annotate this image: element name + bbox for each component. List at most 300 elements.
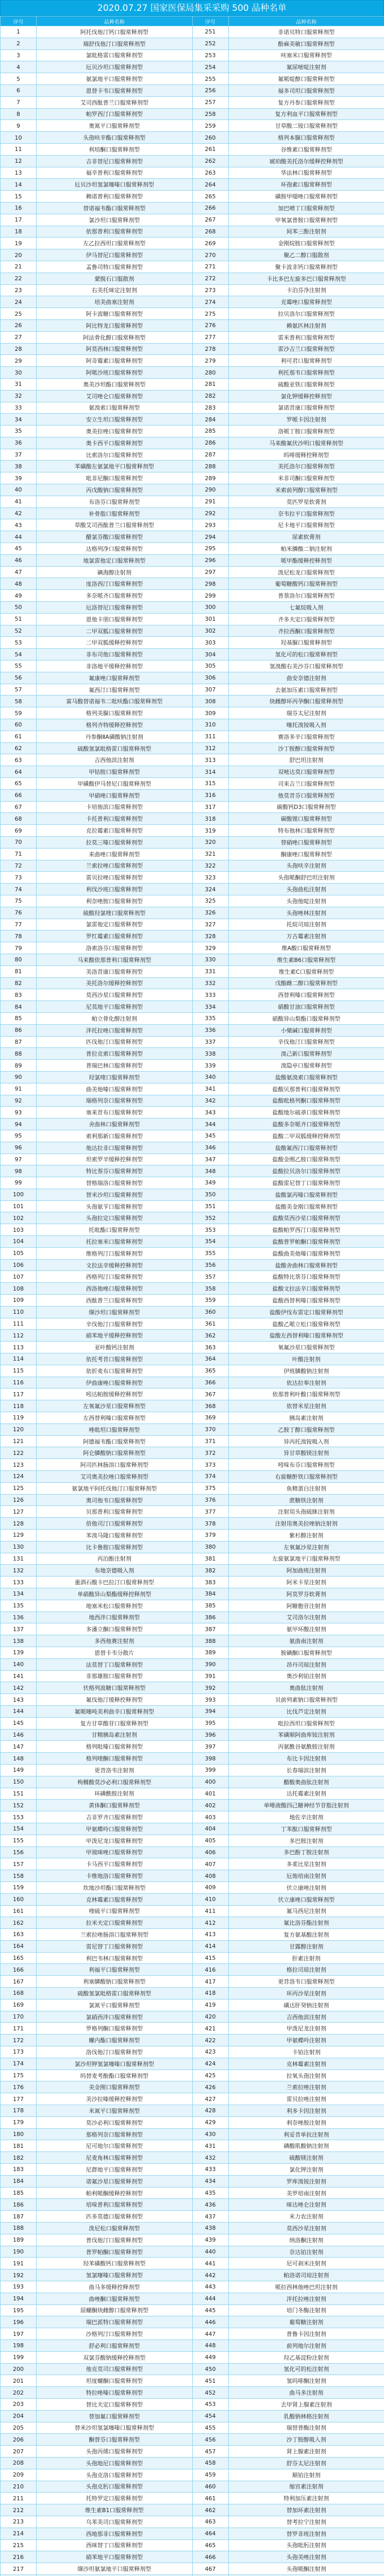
left-row-number: 51 [1,613,37,625]
left-drug-name: 泮托拉唑口服常释剂型 [37,1024,193,1036]
left-number-header: 序号 [1,16,37,26]
left-drug-name: 格列美脲口服常释剂型 [37,707,193,719]
left-row-number: 49 [1,590,37,602]
left-row-number: 32 [1,390,37,402]
left-row-number: 75 [1,895,37,907]
right-row-number: 397 [192,1741,228,1753]
right-drug-name: 葡萄糖酸钙口服常释剂型 [228,578,384,590]
right-drug-name: 头孢哌酮舒巴坦注射剂 [228,872,384,884]
left-drug-name: 尼莫地平口服常释剂型 [37,1001,193,1013]
right-row-number: 323 [192,872,228,884]
right-row-number: 398 [192,1753,228,1765]
right-row-number: 390 [192,1658,228,1670]
right-drug-name: 盐酸雷尼替丁口服常释剂型 [228,1177,384,1189]
right-drug-name: 咪达唑仑注射剂 [228,2199,384,2211]
right-drug-name: 左旋氨氯地平口服常释剂型 [228,1553,384,1565]
left-drug-name: 非洛地平缓释控释剂型 [37,660,193,672]
right-drug-name: 伏立康唑口服常释剂型 [228,1893,384,1905]
left-row-number: 100 [1,1189,37,1200]
left-drug-name: 厄洛替尼口服常释剂型 [37,602,193,614]
right-drug-name: 复方利血平口服常释剂型 [228,108,384,120]
table-row [1,742,384,754]
right-drug-name: 盐酸特比萘芬口服常释剂型 [228,1271,384,1283]
left-row-number: 89 [1,1060,37,1072]
right-row-number: 445 [192,2304,228,2316]
table-row [1,1435,384,1447]
table-row [1,2105,384,2117]
right-drug-name: 金刚烷胺口服常释剂型 [228,238,384,249]
table-row [1,2563,384,2575]
left-row-number: 11 [1,143,37,155]
left-row-number: 80 [1,954,37,965]
right-row-number: 384 [192,1588,228,1600]
left-row-number: 92 [1,1095,37,1107]
right-row-number: 256 [192,84,228,96]
right-drug-name: 头孢他啶注射剂 [228,895,384,907]
right-row-number: 269 [192,238,228,249]
table-row [1,1694,384,1706]
table-row [1,1071,384,1083]
right-row-number: 271 [192,261,228,273]
left-drug-name: 托特罗定口服常释剂型 [37,2493,193,2504]
table-row [1,402,384,414]
left-drug-name: 卡托普利口服常释剂型 [37,813,193,825]
left-row-number: 175 [1,2070,37,2081]
left-row-number: 121 [1,1435,37,1447]
table-row [1,1999,384,2011]
table-row [1,1130,384,1142]
right-drug-name: 依那普利叶酸口服常释剂型 [228,1388,384,1400]
left-row-number: 65 [1,778,37,790]
left-row-number: 166 [1,1964,37,1976]
table-row [1,1095,384,1107]
left-row-number: 107 [1,1271,37,1283]
right-drug-name: 奥沙利铂注射剂 [228,1670,384,1682]
left-row-number: 154 [1,1823,37,1835]
left-row-number: 178 [1,2105,37,2117]
left-row-number: 162 [1,1917,37,1929]
right-drug-name: 拉贝洛尔口服常释剂型 [228,308,384,320]
right-row-number: 399 [192,1764,228,1776]
left-drug-name: 利伐沙班口服常释剂型 [37,884,193,895]
left-drug-name: 替格瑞洛口服常释剂型 [37,1177,193,1189]
left-drug-name: 坦度螺酮口服常释剂型 [37,2375,193,2387]
right-drug-name: 注射用头孢硫脒注射剂 [228,1506,384,1518]
table-row [1,449,384,461]
table-row [1,1600,384,1612]
table-row [1,49,384,61]
right-row-number: 278 [192,343,228,355]
left-drug-name: 苯溴马隆口服常释剂型 [37,1530,193,1541]
table-row [1,507,384,519]
document-title: 2020.07.27 国家医保局集采采购 500 品种名单 [0,0,384,16]
right-row-number: 450 [192,2363,228,2375]
right-drug-name: 更昔洛韦口服常释剂型 [228,1976,384,1988]
left-row-number: 23 [1,284,37,296]
table-row [1,1083,384,1095]
right-drug-name: 美罗培南注射剂 [228,2187,384,2199]
left-row-number: 179 [1,2116,37,2128]
right-drug-name: 甲泼尼龙注射剂 [228,2023,384,2035]
left-row-number: 21 [1,261,37,273]
left-drug-name: 头孢克洛口服常释剂型 [37,2469,193,2481]
left-row-number: 104 [1,1236,37,1248]
right-drug-name: 戊酸雌二醇口服常释剂型 [228,977,384,989]
left-row-number: 217 [1,2563,37,2575]
left-row-number: 113 [1,1342,37,1353]
left-drug-name: 阿法骨化醇口服常释剂型 [37,331,193,343]
left-row-number: 76 [1,907,37,919]
left-drug-name: 舒必利口服常释剂型 [37,2340,193,2351]
left-row-number: 24 [1,296,37,308]
left-drug-name: 奥美沙坦酯口服常释剂型 [37,378,193,390]
left-drug-name: 更昔洛韦注射剂 [37,1764,193,1776]
table-row [1,543,384,555]
right-row-number: 272 [192,273,228,284]
right-drug-name: 氧氟沙星口服常释剂型 [228,1342,384,1353]
right-drug-name: 顺铂注射剂 [228,2469,384,2481]
left-row-number: 108 [1,1283,37,1295]
table-row [1,2269,384,2281]
right-drug-name: 叶酸注射剂 [228,1353,384,1365]
left-row-number: 125 [1,1482,37,1494]
left-drug-name: 氨氯地平口服常释剂型 [37,73,193,85]
left-drug-name: 奥卡西平口服常释剂型 [37,437,193,449]
table-row [1,2434,384,2446]
left-row-number: 43 [1,519,37,531]
left-drug-name: 伊马替尼口服常释剂型 [37,249,193,261]
table-row [1,1658,384,1670]
table-header-row [1,16,384,26]
left-row-number: 110 [1,1306,37,1318]
right-row-number: 314 [192,766,228,778]
table-row [1,273,384,284]
left-drug-name: 吗替麦考酚酯口服常释剂型 [37,2070,193,2081]
right-drug-name: 阿米卡星注射剂 [228,1577,384,1588]
table-row [1,1271,384,1283]
right-drug-name: 七氟烷吸入剂 [228,602,384,614]
left-drug-name: 甲磺酸伊马替尼口服常释剂型 [37,778,193,790]
table-row [1,1917,384,1929]
table-row [1,1565,384,1577]
left-drug-name: 氯硝西泮口服常释剂型 [37,2011,193,2023]
left-drug-name: 米氮平口服常释剂型 [37,2105,193,2117]
left-drug-name: 他达拉非口服常释剂型 [37,1142,193,1154]
left-drug-name: 伏格列波糖口服常释剂型 [37,1682,193,1694]
left-row-number: 31 [1,378,37,390]
table-row [1,390,384,402]
table-row [1,2410,384,2422]
right-row-number: 408 [192,1870,228,1882]
left-drug-name: 维格列汀口服常释剂型 [37,1247,193,1259]
right-row-number: 258 [192,108,228,120]
left-row-number: 122 [1,1447,37,1459]
right-row-number: 374 [192,1471,228,1483]
left-row-number: 188 [1,2223,37,2234]
table-row [1,519,384,531]
table-row [1,2152,384,2164]
left-drug-name: 甲硝唑口服常释剂型 [37,789,193,801]
right-row-number: 354 [192,1236,228,1248]
right-drug-name: 伊班膦酸钠注射剂 [228,1365,384,1377]
left-row-number: 161 [1,1905,37,1917]
right-drug-name: 盐酸多奈哌齐口服常释剂型 [228,1118,384,1130]
table-row [1,437,384,449]
right-drug-name: 卡比多巴左旋多巴口服常释剂型 [228,273,384,284]
left-row-number: 35 [1,426,37,437]
left-drug-name: 甲巯咪唑口服常释剂型 [37,1846,193,1858]
right-row-number: 330 [192,954,228,965]
right-drug-name: 纳洛酮注射剂 [228,2234,384,2246]
left-row-number: 87 [1,1036,37,1048]
right-row-number: 267 [192,214,228,226]
left-row-number: 120 [1,1423,37,1435]
right-row-number: 299 [192,590,228,602]
right-drug-name: 马来酸氟伏沙明口服常释剂型 [228,437,384,449]
table-row [1,367,384,379]
table-row [1,2504,384,2516]
left-drug-name: 曲唑酮口服常释剂型 [37,2293,193,2304]
right-drug-name: 利托那韦口服常释剂型 [228,367,384,379]
table-row [1,696,384,707]
left-row-number: 62 [1,742,37,754]
table-row [1,496,384,507]
left-drug-name: 氟康唑口服常释剂型 [37,672,193,684]
table-row [1,754,384,766]
left-drug-name: 利塞膦酸钠口服常释剂型 [37,1976,193,1988]
left-drug-name: 地塞米松口服常释剂型 [37,1600,193,1612]
right-drug-name: 舒芬太尼注射剂 [228,2457,384,2469]
left-drug-name: 喹硫平口服常释剂型 [37,1905,193,1917]
left-row-number: 4 [1,61,37,73]
table-row [1,1964,384,1976]
table-row [1,2398,384,2410]
left-drug-name: 醋氯芬酸口服常释剂型 [37,531,193,543]
table-row [1,684,384,696]
left-row-number: 39 [1,472,37,484]
right-row-number: 460 [192,2481,228,2493]
right-row-number: 457 [192,2446,228,2458]
left-row-number: 26 [1,319,37,331]
left-drug-name: 阿托伐他汀钙口服常释剂型 [37,26,193,38]
right-drug-name: 培门冬酶注射剂 [228,2304,384,2316]
right-drug-name: 莫西沙星注射剂 [228,2223,384,2234]
left-row-number: 109 [1,1295,37,1307]
right-drug-name: 普鲁卡因注射剂 [228,2328,384,2340]
right-drug-name: 尼卡地平口服常释剂型 [228,519,384,531]
right-drug-name: 帕洛诺司琼注射剂 [228,2269,384,2281]
right-row-number: 350 [192,1189,228,1200]
right-row-number: 283 [192,402,228,414]
right-row-number: 329 [192,942,228,954]
right-row-number: 449 [192,2351,228,2363]
right-row-number: 410 [192,1893,228,1905]
right-drug-name: 小檗碱口服常释剂型 [228,1024,384,1036]
table-row [1,1388,384,1400]
table-row [1,1823,384,1835]
right-row-number: 413 [192,1929,228,1941]
right-row-number: 309 [192,707,228,719]
left-drug-name: 替米沙坦氢氯噻嗪口服常释剂型 [37,2422,193,2434]
right-row-number: 448 [192,2340,228,2351]
right-drug-name: 甘草酸二铵口服常释剂型 [228,120,384,132]
right-drug-name: 苯磺顺阿曲库铵注射剂 [228,1729,384,1741]
table-row [1,378,384,390]
left-row-number: 145 [1,1717,37,1729]
left-drug-name: 卡马西平口服常释剂型 [37,1858,193,1870]
left-drug-name: 瑞舒伐他汀口服常释剂型 [37,38,193,49]
table-row [1,1705,384,1717]
right-row-number: 442 [192,2269,228,2281]
right-drug-name: 吗啡缓释控释剂型 [228,449,384,461]
right-row-number: 394 [192,1705,228,1717]
right-drug-name: 昂丹司琼注射剂 [228,1658,384,1670]
table-row [1,1459,384,1471]
table-row [1,637,384,649]
left-row-number: 66 [1,789,37,801]
right-row-number: 379 [192,1530,228,1541]
right-row-number: 441 [192,2258,228,2269]
right-drug-name: 兰索拉唑注射剂 [228,2081,384,2093]
left-drug-name: 度洛西汀口服常释剂型 [37,578,193,590]
right-row-number: 414 [192,1940,228,1952]
right-drug-name: 艾司洛尔注射剂 [228,1612,384,1623]
left-row-number: 142 [1,1682,37,1694]
right-row-number: 436 [192,2199,228,2211]
left-drug-name: 阿仑膦酸钠口服常释剂型 [37,1447,193,1459]
table-row [1,1036,384,1048]
left-drug-name: 双氯芬酸钠缓释控释剂型 [37,2351,193,2363]
left-drug-name: 利福平口服常释剂型 [37,1964,193,1976]
table-row [1,331,384,343]
right-row-number: 253 [192,49,228,61]
right-drug-name: 替硝唑口服常释剂型 [228,836,384,848]
table-row [1,2457,384,2469]
table-row [1,1506,384,1518]
right-drug-name: 盐酸曲美他嗪口服常释剂型 [228,1247,384,1259]
right-drug-name: 溴己新口服常释剂型 [228,1048,384,1060]
table-row [1,2187,384,2199]
left-row-number: 78 [1,930,37,942]
right-row-number: 313 [192,754,228,766]
left-drug-name: 地西泮口服常释剂型 [37,1612,193,1623]
right-drug-name: 依达拉奉注射剂 [228,1377,384,1388]
table-row [1,2493,384,2504]
right-row-number: 396 [192,1729,228,1741]
right-drug-name: 羟基脲口服常释剂型 [228,637,384,649]
left-drug-name: 恩他卡朋口服常释剂型 [37,613,193,625]
right-drug-name: 硫酸亚铁口服常释剂型 [228,378,384,390]
left-drug-name: 氟伐他汀缓释控释剂型 [37,1694,193,1706]
left-row-number: 46 [1,554,37,566]
table-row [1,1800,384,1811]
table-row [1,801,384,813]
right-drug-name: 头孢吡肟注射剂 [228,2539,384,2551]
right-drug-name: 胺碘酮口服常释剂型 [228,1647,384,1658]
left-row-number: 42 [1,507,37,519]
left-row-number: 174 [1,2058,37,2070]
right-row-number: 464 [192,2528,228,2539]
left-drug-name: 丹参酮ⅡA磺酸钠注射剂 [37,731,193,742]
left-row-number: 191 [1,2258,37,2269]
right-row-number: 423 [192,2046,228,2058]
left-drug-name: 氨氯地平阿托伐他汀口服常释剂型 [37,1482,193,1494]
right-row-number: 320 [192,836,228,848]
right-drug-name: 左氧氟沙星注射剂 [228,1541,384,1553]
left-row-number: 69 [1,825,37,837]
table-row [1,977,384,989]
table-row [1,1518,384,1530]
left-row-number: 19 [1,238,37,249]
right-row-number: 317 [192,801,228,813]
right-drug-name: 头孢呋辛注射剂 [228,860,384,872]
left-drug-name: 酮替芬口服常释剂型 [37,2434,193,2446]
left-drug-name: 替加氟口服常释剂型 [37,2410,193,2422]
left-drug-name: 羟氯喹口服常释剂型 [37,1071,193,1083]
left-drug-name: 阿卡波糖口服常释剂型 [37,308,193,320]
right-row-number: 331 [192,965,228,977]
table-row [1,1870,384,1882]
table-row [1,1788,384,1800]
right-drug-name: 炔雌醇环丙孕酮口服常释剂型 [228,696,384,707]
table-row [1,1482,384,1494]
left-row-number: 6 [1,84,37,96]
left-row-number: 10 [1,132,37,144]
right-drug-name: 复方丹参口服常释剂型 [228,96,384,108]
right-row-number: 364 [192,1353,228,1365]
table-row [1,1988,384,1999]
left-row-number: 98 [1,1165,37,1177]
left-row-number: 213 [1,2516,37,2528]
right-row-number: 453 [192,2398,228,2410]
left-drug-name: 氟西汀口服常释剂型 [37,684,193,696]
right-row-number: 443 [192,2281,228,2293]
right-drug-name: 甲氧氯普胺口服常释剂型 [228,214,384,226]
left-drug-name: 曲美他嗪口服常释剂型 [37,1083,193,1095]
right-row-number: 328 [192,930,228,942]
left-row-number: 70 [1,836,37,848]
left-row-number: 186 [1,2199,37,2211]
right-row-number: 294 [192,531,228,543]
right-drug-name: 紫杉醇注射剂 [228,1530,384,1541]
right-row-number: 446 [192,2316,228,2328]
left-drug-name: 格列齐特缓释控释剂型 [37,719,193,731]
right-drug-name: 吉西他滨注射剂 [228,2011,384,2023]
left-row-number: 156 [1,1846,37,1858]
left-drug-name: 格列吡嗪口服常释剂型 [37,1741,193,1753]
table-row [1,1318,384,1330]
left-row-number: 172 [1,2035,37,2046]
table-row [1,1612,384,1623]
right-drug-name: 贝前列素钠口服常释剂型 [228,1694,384,1706]
left-row-number: 95 [1,1130,37,1142]
left-drug-name: 右美托咪定注射剂 [37,284,193,296]
right-drug-name: 克林霉素注射剂 [228,2058,384,2070]
right-row-number: 340 [192,1071,228,1083]
left-row-number: 15 [1,191,37,202]
left-row-number: 33 [1,402,37,414]
right-drug-name: 赖氨匹林注射剂 [228,319,384,331]
right-drug-name: 肝素注射剂 [228,1952,384,1964]
right-drug-name: 盐酸舍曲林口服常释剂型 [228,1259,384,1271]
right-drug-name: 利多卡因注射剂 [228,2105,384,2117]
left-row-number: 205 [1,2422,37,2434]
left-row-number: 150 [1,1776,37,1788]
left-row-number: 20 [1,249,37,261]
left-row-number: 134 [1,1588,37,1600]
right-row-number: 370 [192,1423,228,1435]
table-row [1,848,384,860]
